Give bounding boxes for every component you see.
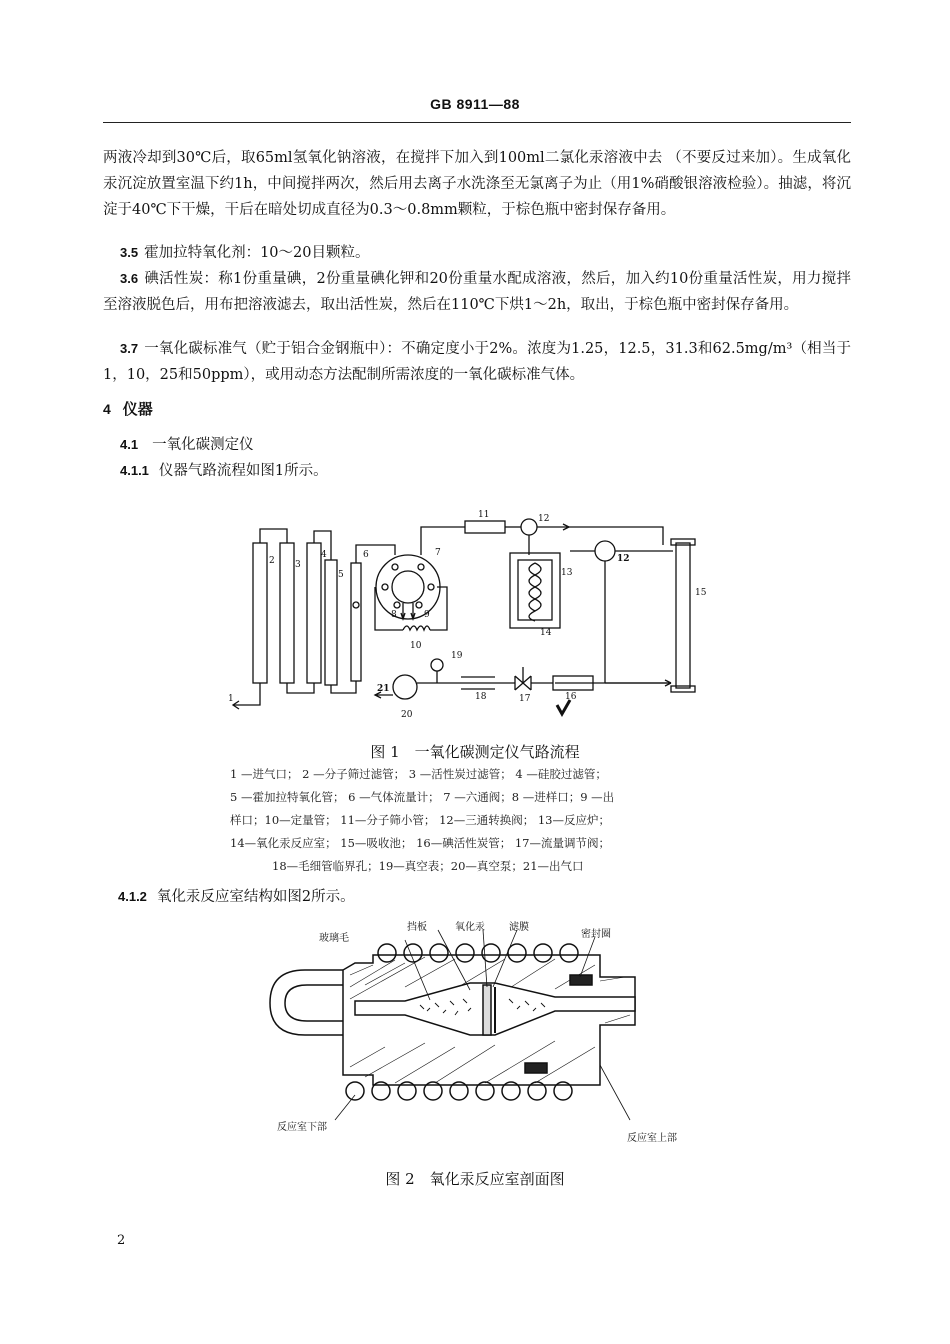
fig1-label-18: 18 [475,692,487,702]
section-3-6-number: 3.6 [120,271,139,286]
flowmeter-float [353,602,359,608]
section-4-1-2-text: 氧化汞反应室结构如图2所示。 [156,889,355,905]
figure-1-flow-diagram [225,505,725,725]
section-4-1-2-number: 4.1.2 [118,889,147,904]
fig1-label-5: 5 [338,570,344,580]
section-4-1-1-text: 仪器气路流程如图1所示。 [158,463,328,479]
tube-pipes [260,529,375,693]
seal-ring [570,975,592,985]
fig1-label-12a: 12 [538,514,550,524]
fig1-label-13: 13 [561,568,573,578]
fig2-label-seal-ring: 密封圈 [581,929,611,940]
section-3-5-text: 霍加拉特氧化剂：10～20目颗粒。 [144,245,370,261]
fig2-label-mercury-oxide: 氧化汞 [455,922,485,933]
legend-line: 1 —进气口； 2 —分子筛过滤管； 3 —活性炭过滤管； 4 —硅胶过滤管； [230,767,607,781]
figure-2-caption: 图 2 氧化汞反应室剖面图 [385,1170,565,1188]
header-rule [103,122,851,123]
section-4-1-text: 一氧化碳测定仪 [152,437,254,453]
valve-core [392,571,424,603]
fig1-label-16: 16 [565,692,577,702]
fig1-label-7: 7 [435,548,441,558]
fig1-label-14: 14 [540,628,552,638]
fig1-label-12b: 12 [617,554,630,564]
fig2-label-filter: 滤膜 [509,922,529,933]
section-4-heading [103,398,153,419]
fig1-label-3: 3 [295,560,301,570]
fig1-label-19: 19 [451,651,463,661]
fig1-label-20: 20 [401,710,413,720]
molecular-sieve-11 [465,521,505,533]
oxidizer-tube-5 [325,560,337,685]
fig1-label-11: 11 [478,510,490,520]
filter-tube-4 [307,543,321,683]
fig2-label-lower-part: 反应室下部 [277,1122,327,1133]
section-4-1-2 [118,885,355,906]
section-4-1 [120,433,254,454]
fig1-label-21: 21 [377,684,390,694]
section-4-number: 4 [103,401,111,417]
fig1-label-9: 9 [424,610,430,620]
legend-line: 样口；10—定量管； 11—分子筛小管； 12—三通转换阀； 13—反应炉； [230,813,610,827]
page-number: 2 [117,1233,126,1248]
valve-pipes [375,527,465,555]
section-4-1-1-number: 4.1.1 [120,463,149,478]
fig1-label-6: 6 [363,550,369,560]
figure-1-caption: 图 1 一氧化碳测定仪气路流程 [370,743,580,761]
section-4-title: 仪器 [122,400,153,418]
fig1-label-10: 10 [410,641,422,651]
figure-2-reactor-section [255,915,715,1155]
legend-line: 14—氧化汞反应室； 15—吸收池； 16—碘活性炭管； 17—流量调节阀； [230,836,610,850]
check-mark [557,700,570,714]
fig1-label-17: 17 [519,694,531,704]
filter-tube-3 [280,543,294,683]
vacuum-pump-20 [393,675,417,699]
section-3-7 [103,336,851,388]
fig1-label-8: 8 [391,610,397,620]
inject-ports [403,603,413,619]
section-3-5 [103,240,851,266]
absorption-cell-15 [676,543,690,688]
loop-pipes [375,587,447,630]
section-3-7-number: 3.7 [120,341,139,356]
seal-ring-lower [525,1063,547,1073]
filter-tube-2 [253,543,267,683]
fig2-label-upper-part: 反应室上部 [627,1133,677,1144]
vacuum-gauge-19 [431,659,443,671]
page-header: GB 8911—88 [430,96,520,112]
three-way-valve-12a [521,519,537,535]
legend-line: 5 —霍加拉特氧化管； 6 —气体流量计； 7 —六通阀；8 —进样口；9 —出 [230,790,615,804]
fig1-label-1: 1 [228,694,234,704]
three-way-valve-12b [595,541,615,561]
fig2-label-baffle: 挡板 [407,922,427,933]
figure-1-legend [230,763,705,878]
fig1-label-2: 2 [269,556,275,566]
fig2-label-glass-wool: 玻璃毛 [319,933,349,944]
section-4-1-1 [120,459,328,480]
flowmeter-6 [351,563,361,681]
section-3-7-text: 一氧化碳标准气（贮于铝合金钢瓶中）：不确定度小于2%。浓度为1.25，12.5，31.3和62.5mg/m³（相当于1，10，25和50ppm），或用动态方法配制所需浓度的一氧化碳标准气体。 [103,341,851,383]
fig1-label-4: 4 [321,550,327,560]
legend-line: 18—毛细管临界孔；19—真空表；20—真空泵；21—出气口 [272,859,584,873]
paragraph-1: 两液冷却到30℃后，取65ml氢氧化钠溶液，在搅拌下加入到100ml二氯化汞溶液中去 （不要反过来加）。生成氧化汞沉淀放置室温下约1h，中间搅拌两次，然后用去离子水洗涤至无氯离子为止（用1%硝酸银溶液检验）。抽滤，将沉淀于40℃下干燥，干后在暗处切成直径为0.3～0.8mm颗粒，于棕色瓶中密封保存备用。 [103,150,851,218]
section-3-5-number: 3.5 [120,245,139,260]
sample-loop-10 [403,626,430,630]
section-3-6 [103,266,851,318]
filter-membrane [483,985,491,1035]
fig1-label-15: 15 [695,588,707,598]
section-3-6-text: 碘活性炭：称1份重量碘，2份重量碘化钾和20份重量水配成溶液，然后，加入约10份重量活性炭，用力搅拌至溶液脱色后，用布把溶液滤去，取出活性炭，然后在110℃下烘1～2h，取出，于棕色瓶中密封保存备用。 [103,271,851,313]
section-4-1-number: 4.1 [120,437,139,452]
